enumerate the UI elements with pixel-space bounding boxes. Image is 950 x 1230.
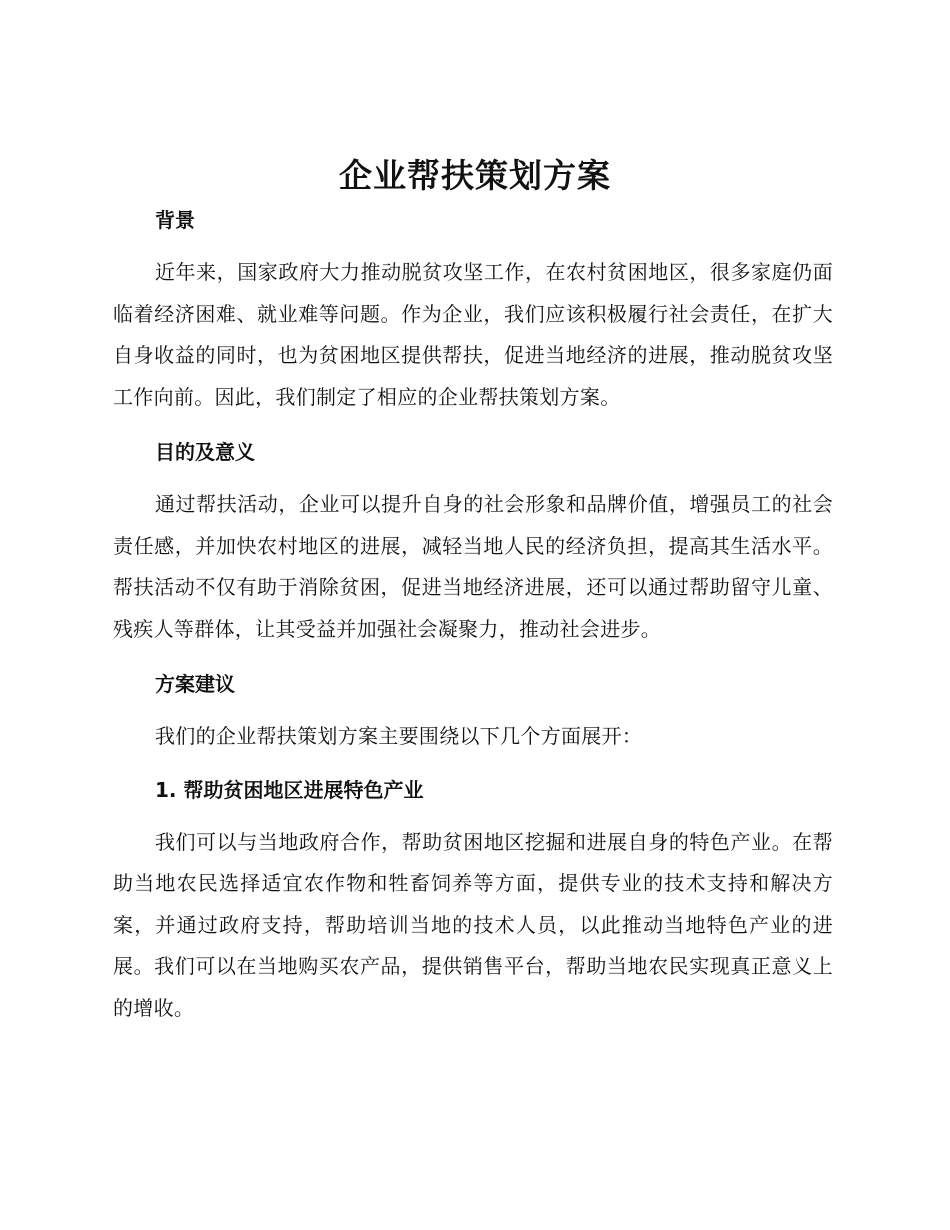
section-heading-background: 背景 — [155, 208, 195, 232]
document-title: 企业帮扶策划方案 — [339, 156, 611, 195]
paragraph-background: 近年来，国家政府大力推动脱贫攻坚工作，在农村贫困地区，很多家庭仍面临着经济困难、就业难等问题。作为企业，我们应该积极履行社会责任，在扩大自身收益的同时，也为贫困地区提供帮扶，促进当地经济的进展，推动脱贫攻坚工作向前。因此，我们制定了相应的企业帮扶策划方案。 — [113, 260, 833, 409]
section-heading-proposal: 方案建议 — [155, 672, 235, 696]
paragraph-proposal-intro: 我们的企业帮扶策划方案主要围绕以下几个方面展开： — [155, 724, 643, 748]
section-heading-purpose: 目的及意义 — [155, 440, 255, 464]
paragraph-purpose: 通过帮扶活动，企业可以提升自身的社会形象和品牌价值，增强员工的社会责任感，并加快农村地区的进展，减轻当地人民的经济负担，提高其生活水平。帮扶活动不仅有助于消除贫困，促进当地经济进展，还可以通过帮助留守儿童、残疾人等群体，让其受益并加强社会凝聚力，推动社会进步。 — [113, 492, 833, 641]
subheading-item-1: 1. 帮助贫困地区进展特色产业 — [155, 777, 424, 802]
paragraph-item-1: 我们可以与当地政府合作，帮助贫困地区挖掘和进展自身的特色产业。在帮助当地农民选择适宜农作物和牲畜饲养等方面，提供专业的技术支持和解决方案，并通过政府支持，帮助培训当地的技术人员，以此推动当地特色产业的进展。我们可以在当地购买农产品，提供销售平台，帮助当地农民实现真正意义上的增收。 — [113, 829, 833, 1020]
document-body — [113, 200, 833, 1029]
